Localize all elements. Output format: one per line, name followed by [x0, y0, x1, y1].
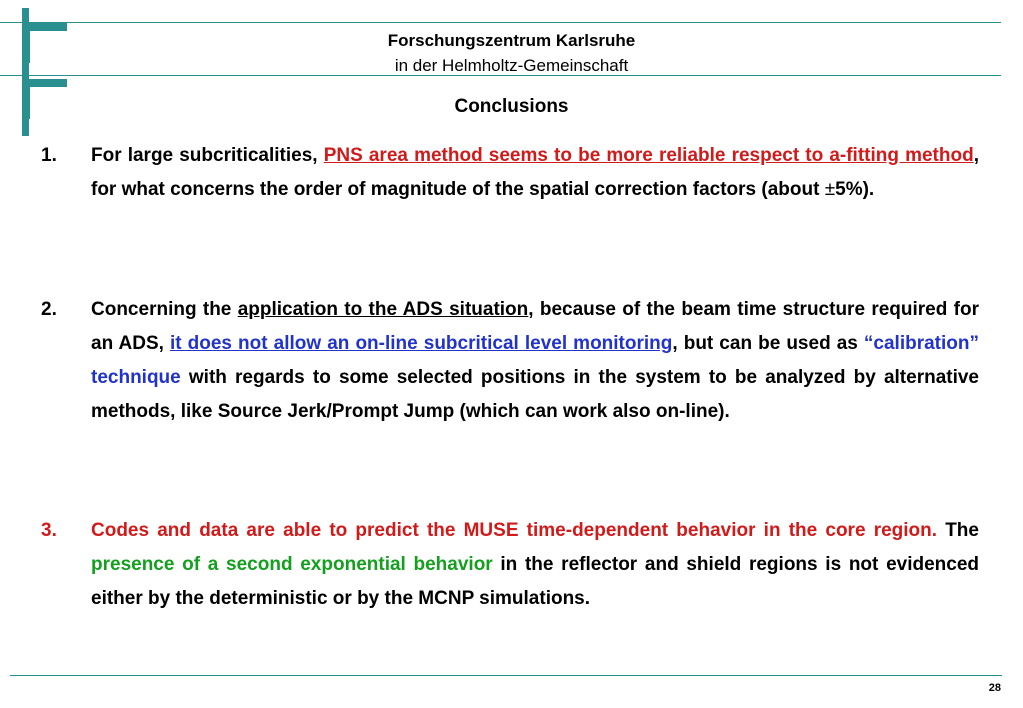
highlight-muse-prediction: Codes and data are able to predict the MUSE time-dependent behavior in the core region. — [91, 520, 938, 541]
item-number: 1. — [41, 145, 57, 166]
conclusion-item-3 — [41, 514, 979, 616]
page-number: 28 — [988, 682, 1001, 694]
institution-title: Forschungszentrum Karlsruhe — [387, 31, 636, 50]
highlight-calibration: “calibration” technique — [91, 333, 979, 388]
item-text: Codes and data are able to predict the MUSE time-dependent behavior in the core region. The presence of a second exponential behavior in the reflector and shield regions is not evidenced either by the deterministic or by the MCNP simulations. — [91, 520, 979, 609]
item-text: For large subcriticalities, PNS area method seems to be more reliable respect to a-fitting method, for what concerns the order of magnitude of the spatial correction factors (about ±5%). — [91, 145, 979, 200]
header-top-line — [0, 22, 1001, 23]
slide-title: Conclusions — [454, 96, 569, 117]
highlight-pns-method: PNS area method seems to be more reliable respect to a-fitting method — [323, 145, 974, 166]
conclusion-item-2 — [41, 293, 979, 429]
item-number: 2. — [41, 299, 57, 320]
highlight-ads-application: application to the ADS situation — [237, 299, 529, 320]
conclusion-item-1 — [41, 139, 979, 207]
item-number: 3. — [41, 520, 57, 541]
highlight-monitoring: it does not allow an on-line subcritical level monitoring — [169, 333, 673, 354]
institution-subtitle: in der Helmholtz-Gemeinschaft — [394, 56, 629, 75]
item-text: Concerning the application to the ADS situation, because of the beam time structure required for an ADS, it does not allow an on-line subcritical level monitoring, but can be used as “calibration” technique with regards to some selected positions in the system to be analyzed by alternative methods, like Source Jerk/Prompt Jump (which can work also on-line). — [91, 299, 979, 422]
highlight-second-exponential: presence of a second exponential behavior — [91, 554, 493, 575]
footer-line — [10, 675, 1002, 676]
